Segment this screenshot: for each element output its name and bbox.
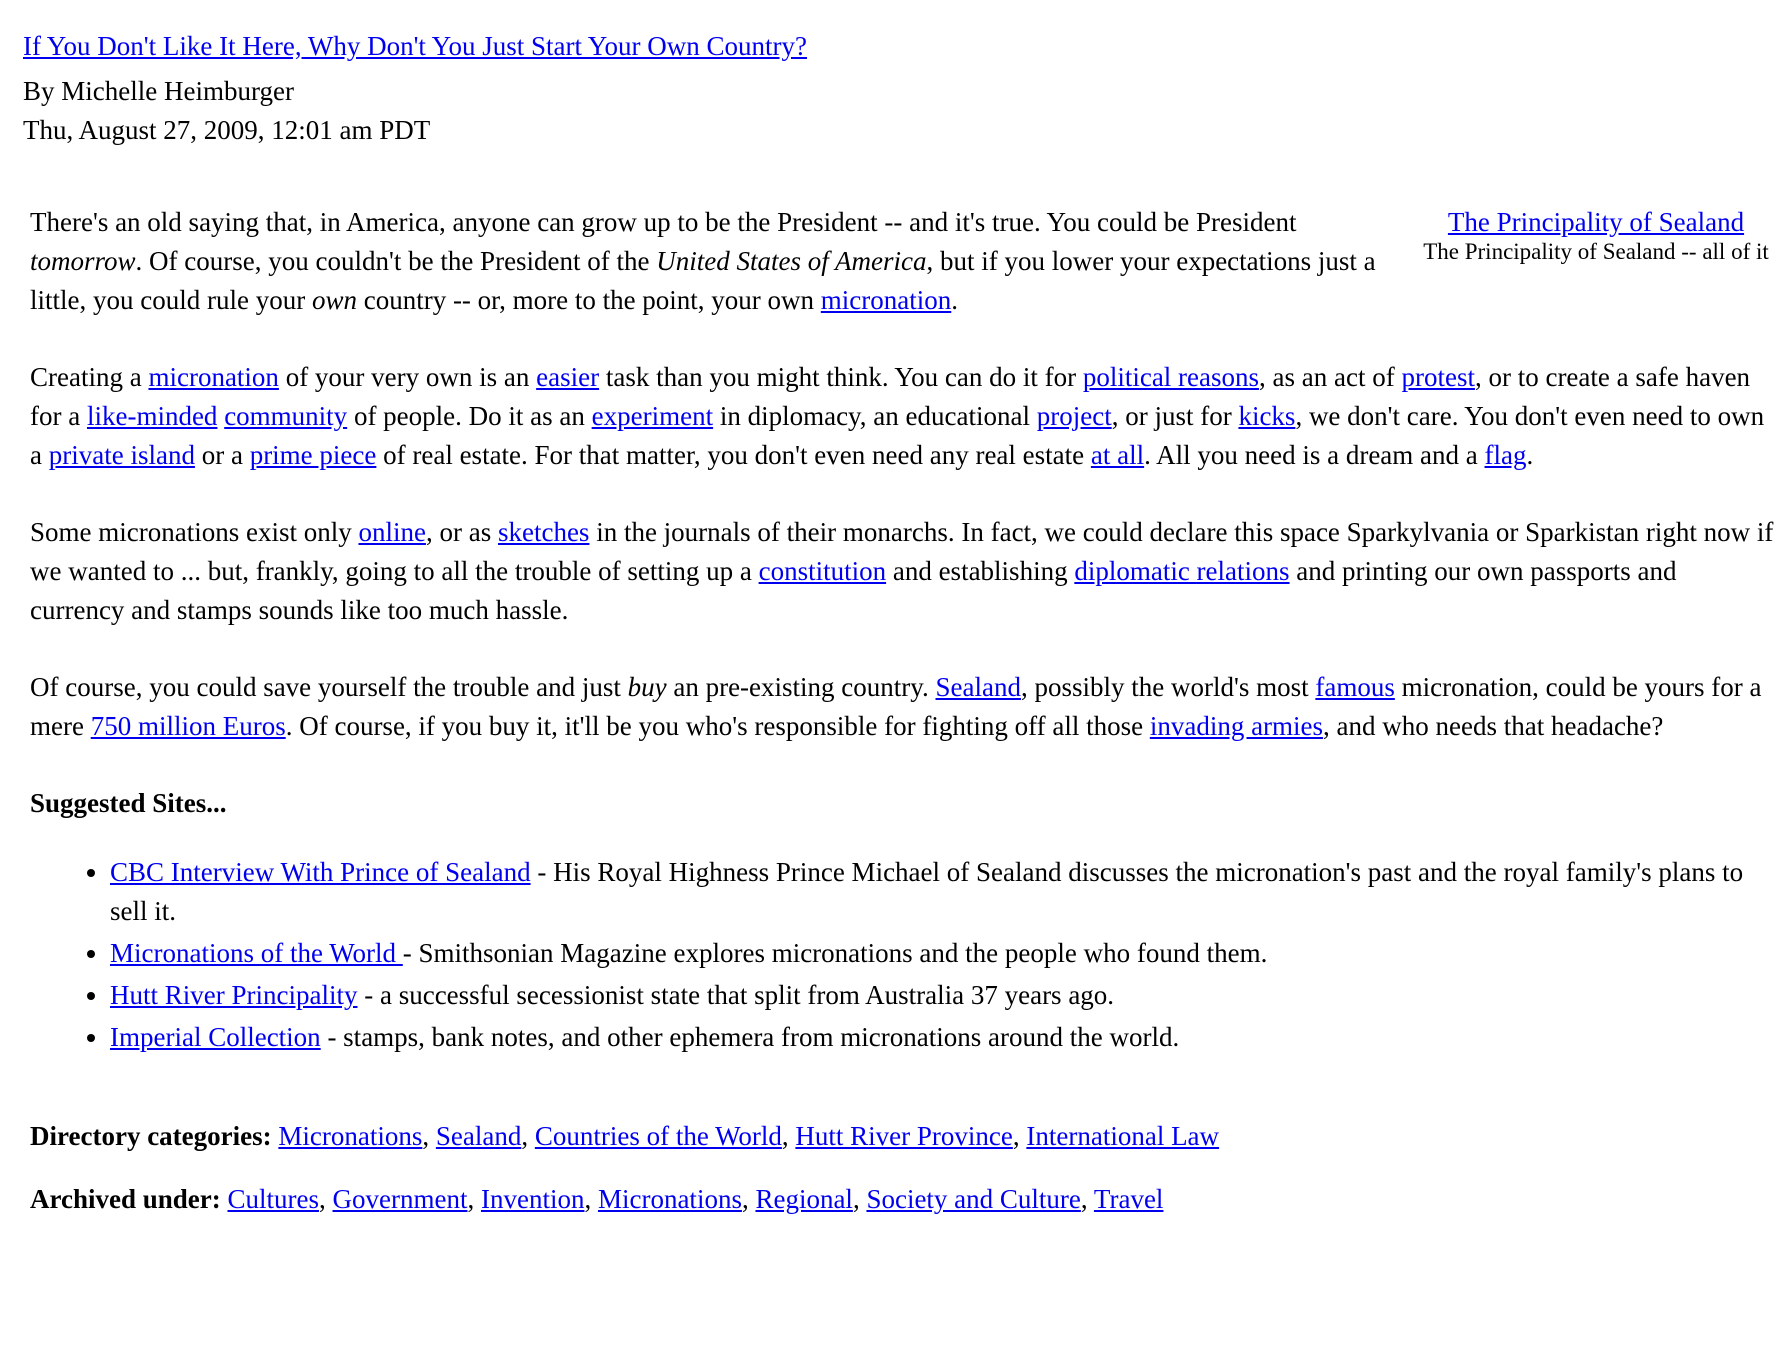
text: - His Royal Highness Prince Michael of Sealand discusses the micronation's past and the royal family's plans to sell it. xyxy=(110,857,1744,926)
text: - a successful secessionist state that split from Australia 37 years ago. xyxy=(357,980,1115,1010)
directory-link[interactable]: Sealand xyxy=(435,1121,522,1151)
text: micronation, could be yours for a mere xyxy=(30,672,1762,741)
link-kicks[interactable]: kicks xyxy=(1238,401,1296,431)
list-item xyxy=(110,976,1776,1015)
emphasis: buy xyxy=(627,672,667,702)
sealand-figure-link[interactable]: The Principality of Sealand xyxy=(1447,207,1745,237)
text: or a xyxy=(194,440,250,470)
text: . Of course, you couldn't be the President of the xyxy=(135,246,657,276)
archived-link[interactable]: Society and Culture xyxy=(866,1184,1081,1214)
link-protest[interactable]: protest xyxy=(1401,362,1475,392)
separator: , xyxy=(781,1121,796,1151)
separator: , xyxy=(521,1121,535,1151)
link-at-all[interactable]: at all xyxy=(1090,440,1145,470)
text: . All you need is a dream and a xyxy=(1144,440,1485,470)
link-easier[interactable]: easier xyxy=(536,362,600,392)
article-header xyxy=(23,24,807,153)
archived-link[interactable]: Travel xyxy=(1093,1184,1164,1214)
text: and printing our own passports and currency and stamps sounds like too much hassle. xyxy=(30,556,1677,625)
link-flag[interactable]: flag xyxy=(1484,440,1527,470)
link-famous[interactable]: famous xyxy=(1315,672,1395,702)
archived-link[interactable]: Micronations xyxy=(597,1184,742,1214)
suggested-link[interactable]: Imperial Collection xyxy=(110,1022,321,1052)
text: of real estate. For that matter, you don't even need any real estate xyxy=(376,440,1091,470)
separator: , xyxy=(467,1184,481,1214)
text: Creating a xyxy=(30,362,149,392)
separator: , xyxy=(422,1121,436,1151)
link-experiment[interactable]: experiment xyxy=(591,401,714,431)
figure-caption: The Principality of Sealand -- all of it xyxy=(1423,239,1769,264)
text: . xyxy=(1526,440,1534,470)
text: , possibly the world's most xyxy=(1021,672,1316,702)
archived-links xyxy=(228,1184,1164,1214)
separator: , xyxy=(1012,1121,1027,1151)
directory-link[interactable]: Micronations xyxy=(278,1121,423,1151)
article-title-link[interactable]: If You Don't Like It Here, Why Don't You Just Start Your Own Country? xyxy=(23,31,808,61)
paragraph-4 xyxy=(30,668,1776,746)
text: . Of course, if you buy it, it'll be you who's responsible for fighting off all those xyxy=(285,711,1150,741)
text: Of course, you could save yourself the trouble and just xyxy=(30,672,628,702)
separator: , xyxy=(319,1184,333,1214)
archived-link[interactable]: Regional xyxy=(755,1184,853,1214)
text: , and who needs that headache? xyxy=(1323,711,1664,741)
link-invading-armies[interactable]: invading armies xyxy=(1149,711,1324,741)
link-sealand[interactable]: Sealand xyxy=(935,672,1021,702)
suggested-link[interactable]: Micronations of the World xyxy=(110,938,403,968)
emphasis: tomorrow xyxy=(30,246,136,276)
link-sketches[interactable]: sketches xyxy=(497,517,590,547)
text: , or as xyxy=(425,517,498,547)
text: , or to create a safe haven for a xyxy=(30,362,1751,431)
suggested-sites-list xyxy=(30,853,1776,1057)
archived-link[interactable]: Cultures xyxy=(227,1184,320,1214)
link-diplomatic-relations[interactable]: diplomatic relations xyxy=(1074,556,1290,586)
text: of your very own is an xyxy=(278,362,537,392)
text: in diplomacy, an educational xyxy=(713,401,1037,431)
link-constitution[interactable]: constitution xyxy=(758,556,887,586)
text: of people. Do it as an xyxy=(347,401,592,431)
text: - Smithsonian Magazine explores micronations and the people who found them. xyxy=(402,938,1268,968)
separator: , xyxy=(584,1184,598,1214)
link-micronation[interactable]: micronation xyxy=(148,362,279,392)
paragraph-2 xyxy=(30,358,1776,475)
link-750-million-euros[interactable]: 750 million Euros xyxy=(90,711,286,741)
suggested-link[interactable]: Hutt River Principality xyxy=(110,980,358,1010)
emphasis: own xyxy=(311,285,357,315)
archived-link[interactable]: Government xyxy=(332,1184,468,1214)
link-community[interactable]: community xyxy=(224,401,348,431)
text: Some micronations exist only xyxy=(30,517,359,547)
text: , but if you lower your expectations just a little, you could rule your xyxy=(30,246,1376,315)
list-item xyxy=(110,1018,1776,1057)
directory-link[interactable]: International Law xyxy=(1026,1121,1220,1151)
directory-categories xyxy=(30,1117,1776,1156)
archived-link[interactable]: Invention xyxy=(480,1184,585,1214)
link-online[interactable]: online xyxy=(358,517,426,547)
text: There's an old saying that, in America, anyone can grow up to be the President -- and it's true. You could be President xyxy=(30,207,1297,237)
directory-link[interactable]: Hutt River Province xyxy=(795,1121,1013,1151)
link-prime-piece[interactable]: prime piece xyxy=(249,440,377,470)
emphasis: United States of America xyxy=(656,246,927,276)
suggested-link[interactable]: CBC Interview With Prince of Sealand xyxy=(110,857,531,887)
text: task than you might think. You can do it for xyxy=(599,362,1083,392)
text: , we don't care. You don't even need to own a xyxy=(30,401,1765,470)
link-political-reasons[interactable]: political reasons xyxy=(1082,362,1260,392)
archived-label: Archived under: xyxy=(30,1184,221,1214)
byline: By Michelle Heimburger xyxy=(23,76,294,106)
text: and establishing xyxy=(886,556,1075,586)
list-item xyxy=(110,934,1776,973)
suggested-sites-heading: Suggested Sites... xyxy=(30,788,227,818)
link-private-island[interactable]: private island xyxy=(48,440,195,470)
text: in the journals of their monarchs. In fact, we could declare this space Sparkylvania or Sparkistan right now if we wanted to ... but, frankly, going to all the trouble of setting up a xyxy=(30,517,1774,586)
list-item xyxy=(110,853,1776,931)
article-body xyxy=(30,203,1776,1243)
link-like-minded[interactable]: like-minded xyxy=(86,401,218,431)
directory-links xyxy=(278,1121,1219,1151)
separator: , xyxy=(741,1184,756,1214)
directory-link[interactable]: Countries of the World xyxy=(534,1121,782,1151)
archived-under xyxy=(30,1180,1776,1219)
directory-label: Directory categories: xyxy=(30,1121,272,1151)
text: an pre-existing country. xyxy=(666,672,936,702)
separator: , xyxy=(1080,1184,1094,1214)
link-project[interactable]: project xyxy=(1036,401,1112,431)
link-micronation[interactable]: micronation xyxy=(820,285,952,315)
paragraph-3 xyxy=(30,513,1776,630)
separator: , xyxy=(852,1184,867,1214)
date: Thu, August 27, 2009, 12:01 am PDT xyxy=(23,115,431,145)
text: . xyxy=(951,285,959,315)
sealand-figure xyxy=(1416,203,1776,265)
text: - stamps, bank notes, and other ephemera from micronations around the world. xyxy=(320,1022,1180,1052)
text: , as an act of xyxy=(1259,362,1402,392)
text: country -- or, more to the point, your own xyxy=(356,285,821,315)
text: , or just for xyxy=(1111,401,1239,431)
